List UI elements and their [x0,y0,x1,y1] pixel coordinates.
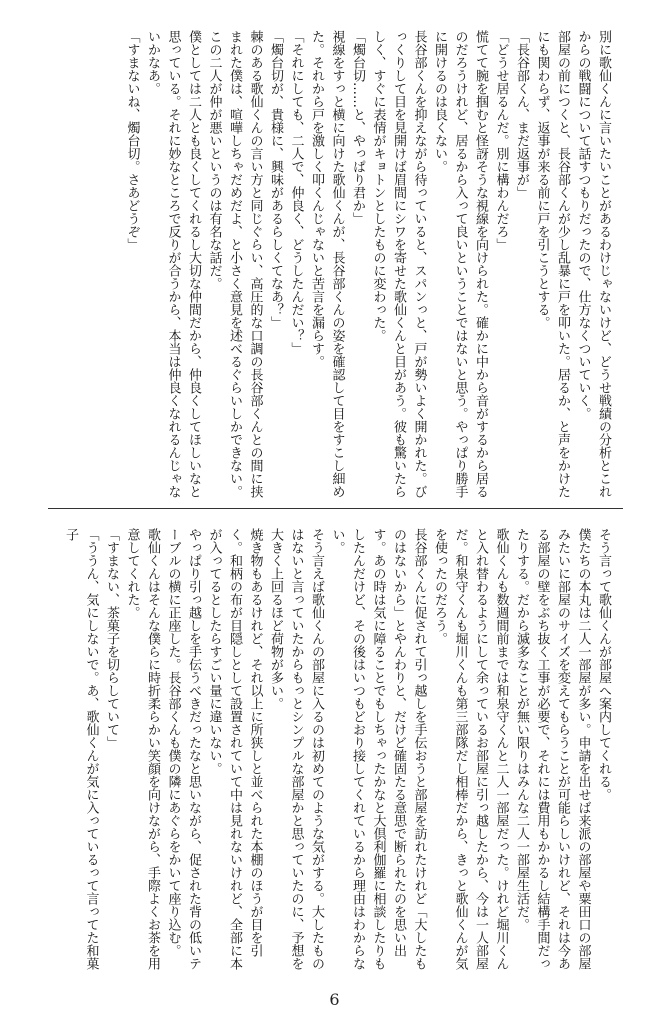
paragraph: 「燭台切……と、やっぱり君か」 [350,30,365,225]
paragraph: やっぱり引っ越しを手伝うべきだったなと思いながら、促された背の低いテーブルの横に正座した。長谷部くんも僕の隣にあぐらをかいて座り込む。 [165,528,201,970]
upper-text-block [53,30,613,500]
paragraph: 「長谷部くん、まだ返事が」 [514,30,529,199]
paragraph: 別に歌仙くんに言いたいことがあるわけじゃないけど、どうせ戦績の分析とこれからの戦闘について話すつもりだったので、仕方なくついていく。 [575,30,611,498]
paragraph: 「すまないね、燭台切。さあどうぞ」 [124,30,140,251]
paragraph: 長谷部くんに促されて引っ越しを手伝おうと部屋を訪れたけれど「大したものはないから」とやんわりと、だけど確固たる意思で断られたのを思い出す。あの時は気に障ることでもしちゃったかなと大倶利伽羅に相談したりもしたんだけど、その後はいつもどおり接してくれているから理由はわからない。 [329,528,427,970]
paragraph: 歌仙くんも数週間前までは和泉守くんと二人一部屋だった。けれど堀川くんと入れ替わるようにして余っているお部屋に引っ越したから、今は一人部屋だ。和泉守くんも堀川くんも第三部隊だし相棒だから、きっと歌仙くんが気を使ったのだろう。 [432,528,509,970]
paragraph: 「ううん、気にしないで。あ、歌仙くんが気に入っているって言ってた和菓子 [63,528,99,970]
paragraph: 部屋の前につくと、長谷部くんが少し乱暴に戸を叩いた。居るか、と声をかけたにも関わらず、返事が来る前に戸を引こうとする。 [534,30,570,498]
paragraph: 視線をすっと横に向けた歌仙くんが、長谷部くんの姿を確認して目をすこし細めた。それから戸を激しく叩くんじゃないと苦言を漏らす。 [309,30,345,498]
paragraph: 僕としては二人とも良くしてくれるし大切な仲間だから、仲良くしてほしいなと思っている。それに妙なところで反りが合うから、本当は仲良くなれるんじゃないかなあ。 [145,30,201,498]
paragraph: 長谷部くんを抑えながら待っていると、スパンっと、戸が勢いよく開かれた。びっくりして目を見開けば眉間にシワを寄せた歌仙くんと目があう。彼も驚いたらしく、すぐに表情がキョトンとしたものに変わった。 [370,30,427,498]
paragraph: 「どうせ居るんだ。別に構わんだろ」 [493,30,509,251]
paragraph: 慌てて腕を掴むと怪訝そうな視線を向けられた。確かに中から音がするから居るのだろうけれど、居るから入って良いということではないと思う。やっぱり勝手に開けるのは良くない。 [432,30,488,498]
paragraph: 「燭台切が、貴様に、興味があるらしくてなあ？」 [268,30,283,329]
paragraph: 僕たちの本丸は二人一部屋が多い。申請を出せば来派の部屋や粟田口の部屋みたいに部屋のサイズを変えてもらうことが可能らしいけれど、それは今ある部屋の壁をぶち抜く工事が必要で、それには費用もかかるし結構手間だったりする。だから滅多なことが無い限りはみんな二人一部屋生活だ。 [514,528,591,970]
paragraph: 歌仙くんはそんな僕らに時折柔らかい笑顔を向けながら、手際よくお茶を用意してくれた。 [124,528,160,970]
page-number: 6 [329,990,340,1009]
lower-text-block [47,528,613,982]
paragraph: そう言って歌仙くんが部屋へ案内してくれる。 [596,528,611,801]
section-divider [48,508,623,509]
paragraph: この二人が仲が悪いというのは有名な話だ。 [206,30,222,290]
paragraph: 「すまない、茶菓子を切らしていて」 [104,528,119,749]
paragraph: 棘のある歌仙くんの言い方と同じぐらい、高圧的な口調の長谷部くんとの間に挟まれた僕は、喧嘩しちゃだめだよ、と小さく意見を述べるぐらいしかできない。 [227,30,263,498]
paragraph: そう言えば歌仙くんの部屋に入るのは初めてのような気がする。大したものはないと言っていたからもっとシンプルな部屋かと思っていたのに、予想を大きく上回るほど荷物が多い。 [268,528,324,970]
paragraph: 焼き物もあるけれど、それ以上に所狭しと並べられた本棚のほうが目を引く。和柄の布が目隠しとして設置されていて中は見れないけれど、全部に本が入ってるとしたらすごい量に違いない。 [206,528,263,970]
paragraph: 「それにしても、二人で、仲良く、どうしたんだい？」 [288,30,304,355]
